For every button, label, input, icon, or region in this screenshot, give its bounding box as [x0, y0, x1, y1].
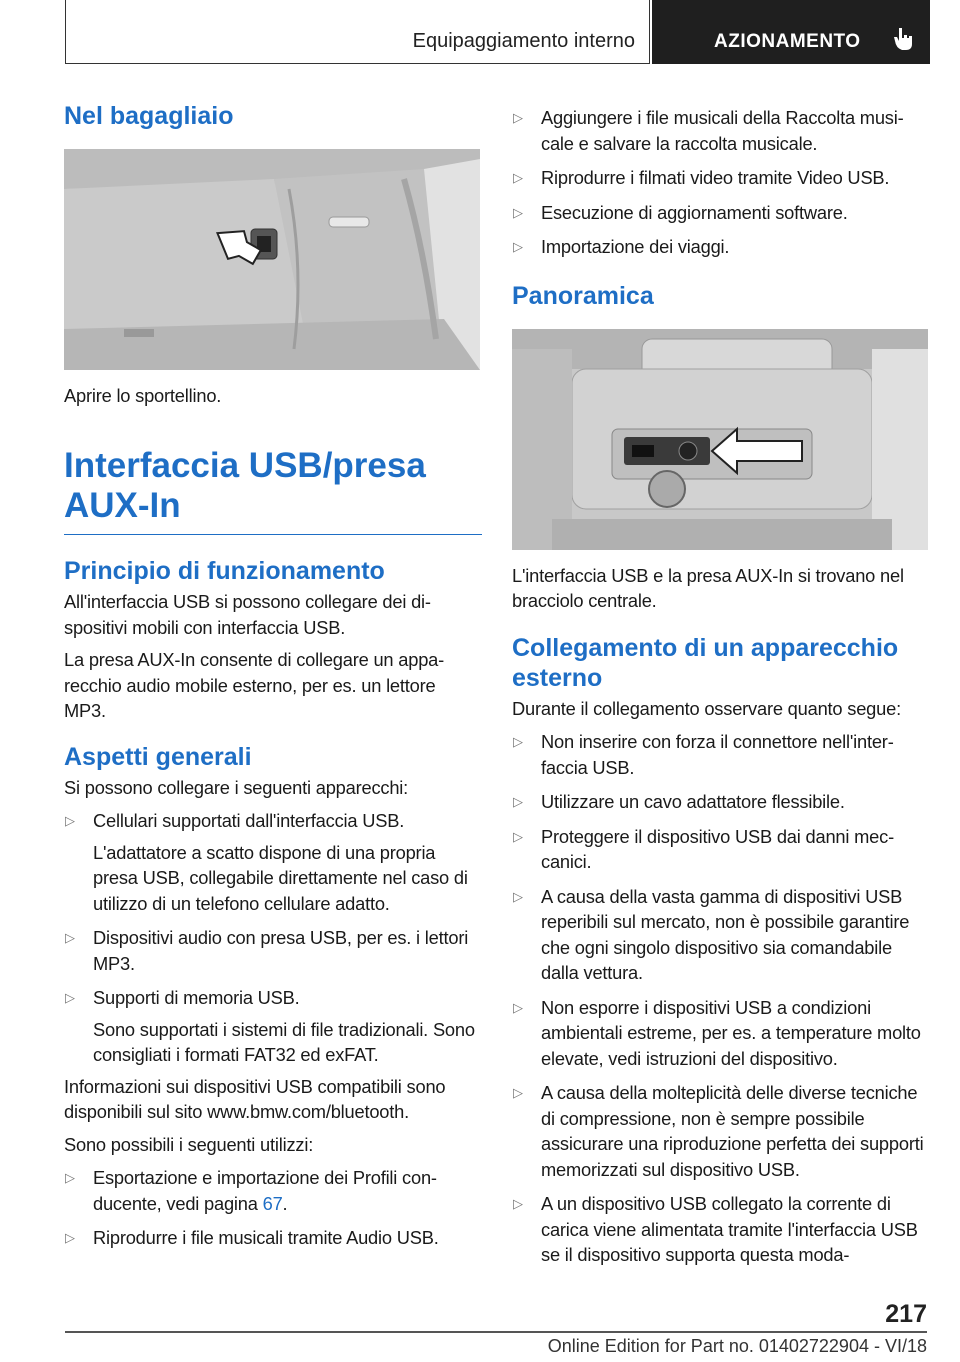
trunk-photo — [64, 149, 480, 370]
triangle-bullet-icon: ▷ — [65, 990, 75, 1005]
trunk-caption: Aprire lo sportellino. — [64, 385, 222, 406]
triangle-bullet-icon: ▷ — [513, 794, 523, 809]
triangle-bullet-icon: ▷ — [513, 999, 523, 1015]
list-item: ▷ Non inserire con forza il connettore nell'interfaccia USB. — [513, 731, 894, 778]
list-item: ▷ Cellulari supportati dall'interfaccia USB. — [64, 808, 482, 834]
page-link[interactable]: 67 — [262, 1192, 283, 1214]
list-item: ▷ A un dispositivo USB collegato la corrente di carica viene alimentata tramite l'interfaccia USB se il dispositivo supporta questa moda- — [513, 1193, 918, 1265]
list-item: ▷ Esecuzione di aggiornamenti software. — [512, 200, 930, 226]
triangle-bullet-icon: ▷ — [513, 1085, 523, 1100]
connect-list — [512, 729, 930, 1268]
heading-overview: Panoramica — [512, 281, 654, 310]
footer-divider — [65, 1331, 927, 1333]
device-list — [64, 808, 482, 1068]
triangle-bullet-icon: ▷ — [513, 204, 523, 220]
triangle-bullet-icon: ▷ — [513, 239, 523, 254]
list-item: ▷ Non esporre i dispositivi USB a condizioni ambientali estreme, per es. a temperature molto elevate, vedi istruzioni del dispositivo. — [513, 996, 921, 1069]
list-item: ▷ Riprodurre i filmati video tramite Video USB. — [512, 165, 930, 191]
triangle-bullet-icon: ▷ — [65, 1230, 75, 1245]
list-item: ▷ A causa della vasta gamma di dispositivi USB reperibili sul mercato, non è possibile garantire che ogni singolo dispositivo sia comandabile dalla vettura. — [513, 885, 910, 983]
left-column — [64, 100, 482, 1251]
heading-connect: Collegamento di un apparecchio esterno — [512, 633, 899, 692]
hand-pointer-icon — [892, 26, 916, 52]
list-item: ▷ Utilizzare un cavo adattatore flessibile. — [512, 789, 930, 815]
list-item: ▷ Riprodurre i file musicali tramite Audio USB. — [64, 1225, 482, 1251]
section-title: Equipaggiamento interno — [412, 30, 635, 52]
triangle-bullet-icon: ▷ — [513, 828, 523, 844]
list-item: ▷ Esportazione e importazione dei Profili conducente, vedi pagina 67. — [65, 1167, 438, 1214]
list-item: ▷ Proteggere il dispositivo USB dai danni meccanici. — [513, 825, 895, 872]
list-item: ▷ Aggiungere i file musicali della Raccolta musicale e salvare la raccolta musicale. — [513, 107, 904, 154]
list-item: ▷ A causa della molteplicità delle diverse tecniche di compressione, non è sempre possibile assicurare una riproduzione perfetta dei supporti memorizzati sul dispositivo USB. — [513, 1082, 924, 1180]
list-item-detail: L'adattatore a scatto dispone di una propria presa USB, collegabile direttamente nel caso di utilizzo di un telefono cellulare adatto. — [93, 841, 468, 914]
chapter-tab — [652, 0, 930, 64]
list-item: ▷ Supporti di memoria USB. — [64, 985, 482, 1011]
list-item: ▷ Dispositivi audio con presa USB, per es. i lettori MP3. — [65, 927, 469, 974]
page-number: 217 — [885, 1300, 927, 1328]
triangle-bullet-icon: ▷ — [65, 813, 75, 828]
paragraph-principle-1: All'interfaccia USB si possono collegare dei dispositivi mobili con interfaccia USB. — [64, 591, 432, 638]
uses-list — [64, 1165, 482, 1251]
main-heading: Interfaccia USB/presa AUX-In — [64, 446, 482, 535]
edition-note: Online Edition for Part no. 01402722904 - VI/18 — [547, 1336, 927, 1356]
triangle-bullet-icon: ▷ — [65, 1170, 75, 1185]
paragraph-compatibility: Informazioni sui dispositivi USB compatibili sono disponibili sul sito www.bmw.com/bluetooth. — [64, 1075, 446, 1122]
triangle-bullet-icon: ▷ — [513, 888, 523, 904]
triangle-bullet-icon: ▷ — [513, 110, 523, 125]
heading-principle: Principio di funzionamento — [64, 557, 385, 585]
overview-caption: L'interfaccia USB e la presa AUX-In si trovano nel bracciolo centrale. — [512, 564, 904, 611]
paragraph-connect: Durante il collegamento osservare quanto segue: — [512, 697, 901, 719]
armrest-photo — [512, 329, 928, 550]
paragraph-general: Si possono collegare i seguenti apparecchi: — [64, 776, 409, 798]
paragraph-principle-2: La presa AUX-In consente di collegare un apparecchio audio mobile esterno, per es. un lettore MP3. — [64, 649, 445, 721]
paragraph-uses: Sono possibili i seguenti utilizzi: — [64, 1133, 314, 1155]
heading-general: Aspetti generali — [64, 742, 252, 771]
heading-trunk: Nel bagagliaio — [64, 102, 234, 130]
list-item-detail: Sono supportati i sistemi di file tradizionali. Sono consigliati i formati FAT32 ed exFAT. — [93, 1018, 475, 1065]
triangle-bullet-icon: ▷ — [513, 170, 523, 185]
right-column — [512, 105, 930, 1268]
page-header — [65, 0, 930, 64]
triangle-bullet-icon: ▷ — [513, 1196, 523, 1211]
uses-list-continued — [512, 105, 930, 260]
chapter-title: AZIONAMENTO — [714, 31, 861, 52]
list-item: ▷ Importazione dei viaggi. — [512, 234, 930, 260]
triangle-bullet-icon: ▷ — [513, 734, 523, 749]
section-tab — [65, 0, 650, 64]
triangle-bullet-icon: ▷ — [65, 930, 75, 945]
